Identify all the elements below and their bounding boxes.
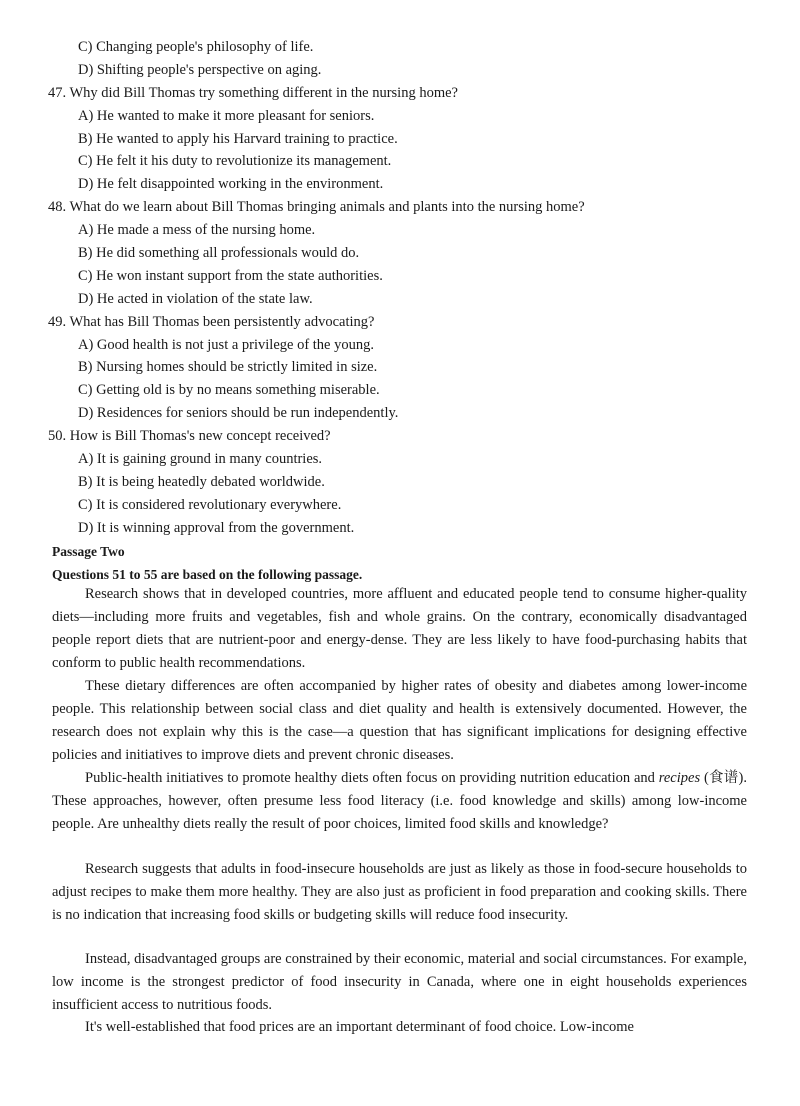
passage-paragraph-4: Research suggests that adults in food-insecure households are just as likely as those in food-secure households to adjust recipes to make them more healthy. They are also just as proficient in food preparation and cooking skills. There is no indication that increasing food skills or budgeting skills will reduce food insecurity. xyxy=(52,861,747,923)
q49-option-d: D) Residences for seniors should be run independently. xyxy=(78,405,399,421)
q50-option-d: D) It is winning approval from the government. xyxy=(78,520,355,536)
q50-option-c: C) It is considered revolutionary everywhere. xyxy=(78,497,342,513)
q46-option-d: D) Shifting people's perspective on aging. xyxy=(78,62,322,78)
q47-option-a: A) He wanted to make it more pleasant for seniors. xyxy=(78,108,375,124)
q49-option-a: A) Good health is not just a privilege of the young. xyxy=(78,337,374,353)
passage-paragraph-3 xyxy=(52,767,747,836)
passage-paragraph-6: It's well-established that food prices are an important determinant of food choice. Low-income xyxy=(85,1019,634,1035)
q50-option-b: B) It is being heatedly debated worldwide. xyxy=(78,474,325,490)
passage-paragraph-5: Instead, disadvantaged groups are constrained by their economic, material and social circumstances. For example, low income is the strongest predictor of food insecurity in Canada, where one in eight households experiences insufficient access to nutritious foods. xyxy=(52,951,747,1013)
passage-paragraph-1: Research shows that in developed countries, more affluent and educated people tend to consume higher-quality diets—including more fruits and vegetables, fish and whole grains. On the contrary, economically disadvantaged people report diets that are nutrient-poor and energy-dense. They are less likely to have food-purchasing habits that conform to public health recommendations. xyxy=(52,586,747,671)
q47-option-b: B) He wanted to apply his Harvard training to practice. xyxy=(78,131,398,147)
passage-title: Passage Two xyxy=(52,544,125,559)
q47-option-d: D) He felt disappointed working in the environment. xyxy=(78,176,384,192)
passage-instruction: Questions 51 to 55 are based on the following passage. xyxy=(52,567,363,582)
paragraph-3-rest: (食谱). These approaches, however, often presume less food literacy (i.e. food knowledge and skills) among low-income people. Are unhealthy diets really the result of poor choices, limited food skills and knowledge? xyxy=(52,770,747,832)
q49-option-b: B) Nursing homes should be strictly limited in size. xyxy=(78,359,378,375)
recipes-term: recipes xyxy=(658,770,701,786)
q47-stem: 47. Why did Bill Thomas try something different in the nursing home? xyxy=(48,85,458,101)
q50-stem: 50. How is Bill Thomas's new concept received? xyxy=(48,428,331,444)
q46-option-c: C) Changing people's philosophy of life. xyxy=(78,39,314,55)
q47-option-c: C) He felt it his duty to revolutionize its management. xyxy=(78,153,392,169)
q48-option-c: C) He won instant support from the state authorities. xyxy=(78,268,383,284)
passage-paragraph-2: These dietary differences are often accompanied by higher rates of obesity and diabetes among lower-income people. This relationship between social class and diet quality and health is extensively documented. However, the research does not explain why this is the case—a question that has significant implications for designing effective policies and initiatives to improve diets and prevent chronic diseases. xyxy=(52,678,747,763)
q48-option-b: B) He did something all professionals would do. xyxy=(78,245,360,261)
q48-option-a: A) He made a mess of the nursing home. xyxy=(78,222,316,238)
q48-option-d: D) He acted in violation of the state law. xyxy=(78,291,313,307)
q49-stem: 49. What has Bill Thomas been persistently advocating? xyxy=(48,314,375,330)
q49-option-c: C) Getting old is by no means something miserable. xyxy=(78,382,380,398)
paragraph-3-lead: Public-health initiatives to promote healthy diets often focus on providing nutrition education and xyxy=(85,770,659,786)
q48-stem: 48. What do we learn about Bill Thomas bringing animals and plants into the nursing home? xyxy=(48,199,585,215)
q50-option-a: A) It is gaining ground in many countries. xyxy=(78,451,323,467)
